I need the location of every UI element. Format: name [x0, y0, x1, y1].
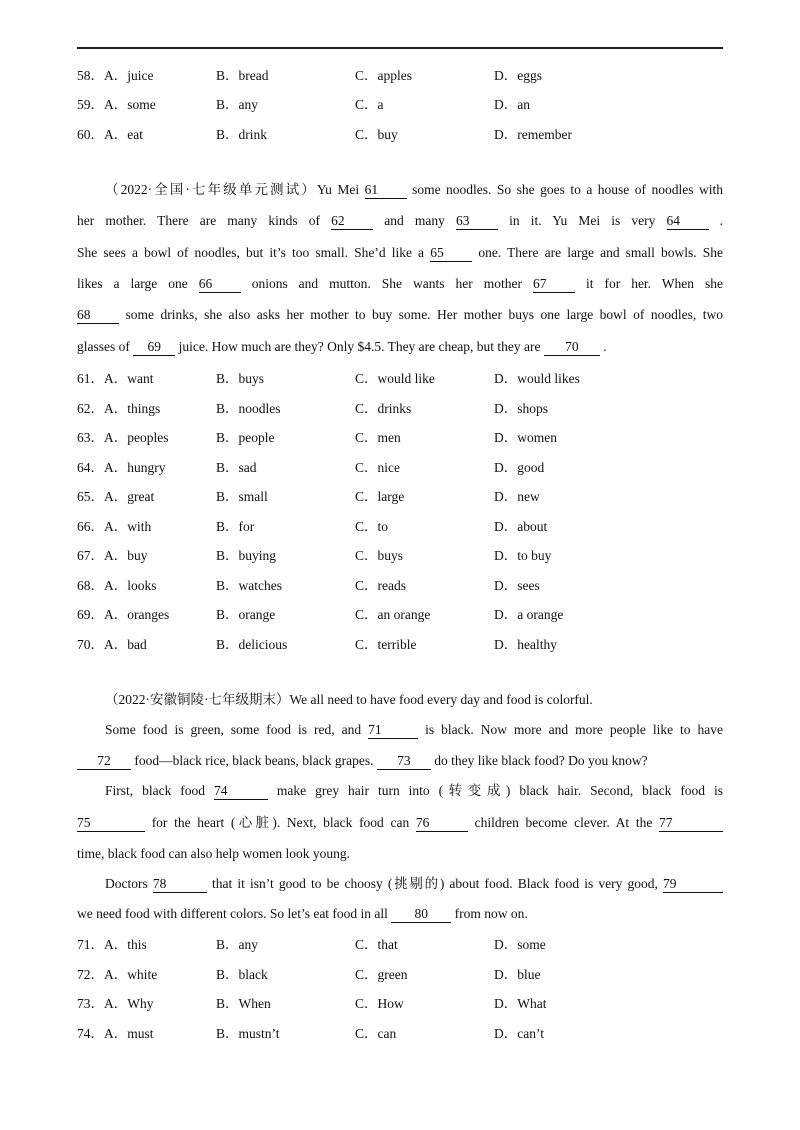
- option-d: D．to buy: [494, 548, 552, 563]
- blank-64: 64: [667, 213, 709, 230]
- question-option-a: [77, 1022, 154, 1042]
- question-number: 69．: [77, 607, 104, 622]
- option-d: D．an: [494, 97, 530, 112]
- question-option-a: [77, 456, 166, 476]
- option-c: C．How: [355, 996, 404, 1011]
- option-c: C．a: [355, 97, 384, 112]
- blank-66: 66: [199, 276, 241, 293]
- question-number: 70．: [77, 636, 104, 652]
- option-b: B．mustn’t: [216, 1025, 280, 1041]
- passage-text: likes a large one: [77, 276, 188, 291]
- blank-72: 72: [77, 753, 131, 770]
- blank-65: 65: [430, 245, 472, 262]
- question-number: 59．: [77, 97, 104, 112]
- option-a: A．with: [104, 518, 152, 534]
- passage-line: [77, 751, 723, 771]
- passage-text: her mother. There are many kinds of: [77, 213, 321, 228]
- option-c: C．reads: [355, 577, 406, 593]
- passage-text: one. There are large and small bowls. She: [478, 245, 724, 260]
- passage-text: .: [719, 213, 724, 228]
- option-a: A．hungry: [104, 459, 166, 475]
- passage-line: [77, 337, 723, 357]
- question-number: 65．: [77, 489, 104, 504]
- question-number: 74．: [77, 1025, 104, 1041]
- option-b: B．people: [216, 430, 275, 445]
- blank-69: 69: [133, 339, 175, 356]
- passage-text: time, black food can also help women look young.: [77, 846, 350, 861]
- question-row: [77, 963, 727, 983]
- passage-text: children become clever. At the: [474, 815, 653, 830]
- passage-text: in it. Yu Mei is very: [509, 213, 656, 228]
- source-tag: （2022·全国·七年级单元测试）: [105, 182, 317, 197]
- passage-text: We all need to have food every day and food is colorful.: [289, 692, 593, 707]
- passage-text: .: [603, 339, 607, 354]
- question-option-a: [77, 485, 154, 505]
- option-c: C．drinks: [355, 400, 412, 416]
- question-row: [77, 515, 727, 535]
- question-number: 61．: [77, 371, 104, 386]
- option-c: C．would like: [355, 371, 435, 386]
- option-d: D．blue: [494, 966, 541, 982]
- question-row: [77, 574, 727, 594]
- option-a: A．bad: [104, 636, 147, 652]
- passage-text: make grey hair turn into (转变成) black hair. Second, black food is: [276, 783, 724, 798]
- option-c: C．men: [355, 430, 401, 445]
- option-d: D．new: [494, 489, 540, 504]
- passage-line: [77, 243, 723, 263]
- question-option-a: [77, 515, 151, 535]
- option-c: C．buys: [355, 548, 404, 563]
- option-d: D．can’t: [494, 1025, 544, 1041]
- passage-text: do they like black food? Do you know?: [434, 753, 648, 768]
- option-d: D．eggs: [494, 68, 542, 83]
- passage-line: [77, 305, 723, 325]
- question-row: [77, 933, 727, 953]
- question-row: [77, 456, 727, 476]
- option-c: C．large: [355, 489, 405, 504]
- passage-text: glasses of: [77, 339, 130, 354]
- passage-text: juice. How much are they? Only $4.5. They are cheap, but they are: [178, 339, 541, 354]
- question-number: 63．: [77, 430, 104, 445]
- blank-74: 74: [214, 783, 268, 800]
- question-option-a: [77, 426, 169, 446]
- option-d: D．healthy: [494, 636, 557, 652]
- option-b: B．buys: [216, 371, 265, 386]
- blank-79: 79: [663, 876, 723, 893]
- question-option-a: [77, 544, 148, 564]
- question-option-a: [77, 603, 169, 623]
- passage-text: First, black food: [105, 783, 206, 798]
- passage-text: and many: [384, 213, 445, 228]
- option-a: A．this: [104, 937, 147, 952]
- passage-text: Doctors: [105, 876, 148, 891]
- question-number: 62．: [77, 400, 104, 416]
- passage-text: food—black rice, black beans, black grapes.: [134, 753, 374, 768]
- option-a: A．things: [104, 400, 161, 416]
- option-b: B．small: [216, 489, 268, 504]
- question-option-a: [77, 64, 154, 84]
- option-a: A．juice: [104, 68, 154, 83]
- question-number: 71．: [77, 937, 104, 952]
- passage-text: it for her. When she: [585, 276, 724, 291]
- passage-text: She sees a bowl of noodles, but it’s too small. She’d like a: [77, 245, 425, 260]
- option-a: A．some: [104, 97, 156, 112]
- option-b: B．buying: [216, 548, 277, 563]
- passage-line: [77, 874, 723, 894]
- question-row: [77, 1022, 727, 1042]
- question-option-a: [77, 367, 154, 387]
- option-a: A．peoples: [104, 430, 169, 445]
- option-c: C．green: [355, 966, 408, 982]
- question-number: 60．: [77, 127, 104, 142]
- blank-63: 63: [456, 213, 498, 230]
- option-d: D．sees: [494, 577, 540, 593]
- option-d: D．a orange: [494, 607, 564, 622]
- option-c: C．an orange: [355, 607, 431, 622]
- option-a: A．Why: [104, 996, 154, 1011]
- option-b: B．When: [216, 996, 271, 1011]
- question-row: [77, 123, 727, 143]
- passage-text: some drinks, she also asks her mother to buy some. Her mother buys one large bowl of noodles, two: [125, 307, 723, 322]
- option-b: B．for: [216, 518, 255, 534]
- option-c: C．nice: [355, 459, 400, 475]
- option-d: D．What: [494, 996, 547, 1011]
- question-number: 66．: [77, 518, 104, 534]
- question-option-a: [77, 123, 143, 143]
- passage-line: [77, 720, 723, 740]
- passage-line: [77, 274, 723, 294]
- blank-73: 73: [377, 753, 431, 770]
- question-row: [77, 992, 727, 1012]
- passage-text: onions and mutton. She wants her mother: [251, 276, 522, 291]
- blank-61: 61: [365, 182, 407, 199]
- option-d: D．good: [494, 459, 545, 475]
- question-number: 67．: [77, 548, 104, 563]
- question-option-a: [77, 397, 160, 417]
- option-b: B．any: [216, 97, 258, 112]
- passage-text: we need food with different colors. So let’s eat food in all: [77, 906, 388, 921]
- blank-62: 62: [331, 213, 373, 230]
- question-number: 72．: [77, 966, 104, 982]
- option-c: C．terrible: [355, 636, 417, 652]
- option-b: B．drink: [216, 127, 268, 142]
- passage-text: that it isn’t good to be choosy (挑剔的) about food. Black food is very good,: [212, 876, 658, 891]
- question-row: [77, 603, 727, 623]
- passage-line: [77, 844, 723, 864]
- blank-67: 67: [533, 276, 575, 293]
- passage-line: [77, 211, 723, 231]
- option-b: B．orange: [216, 607, 276, 622]
- question-option-a: [77, 963, 157, 983]
- option-d: D．about: [494, 518, 548, 534]
- question-number: 58．: [77, 68, 104, 83]
- option-d: D．women: [494, 430, 557, 445]
- question-row: [77, 426, 727, 446]
- passage-text: for the heart (心脏). Next, black food can: [151, 815, 410, 830]
- blank-80: 80: [391, 906, 451, 923]
- passage-line: [77, 781, 723, 801]
- question-option-a: [77, 992, 154, 1012]
- question-row: [77, 544, 727, 564]
- option-c: C．to: [355, 518, 389, 534]
- option-b: B．watches: [216, 577, 282, 593]
- passage-text: some noodles. So she goes to a house of noodles with: [412, 182, 723, 197]
- passage-line: [77, 180, 723, 200]
- option-b: B．delicious: [216, 636, 288, 652]
- question-option-a: [77, 574, 157, 594]
- option-b: B．sad: [216, 459, 257, 475]
- passage-text: from now on.: [454, 906, 528, 921]
- option-b: B．noodles: [216, 400, 281, 416]
- passage-text: is black. Now more and more people like to have: [425, 722, 724, 737]
- option-a: A．white: [104, 966, 158, 982]
- option-c: C．apples: [355, 68, 412, 83]
- blank-77: 77: [659, 815, 723, 832]
- question-row: [77, 64, 727, 84]
- blank-78: 78: [153, 876, 207, 893]
- question-row: [77, 93, 727, 113]
- question-number: 73．: [77, 996, 104, 1011]
- question-number: 68．: [77, 577, 104, 593]
- passage-text: Yu Mei: [316, 182, 360, 197]
- option-d: D．would likes: [494, 371, 580, 386]
- question-row: [77, 397, 727, 417]
- question-option-a: [77, 633, 147, 653]
- passage-line: [77, 813, 723, 833]
- option-b: B．bread: [216, 68, 269, 83]
- source-tag: （2022·安徽铜陵·七年级期末）: [105, 692, 290, 707]
- option-c: C．buy: [355, 127, 398, 142]
- passage-line: [77, 904, 723, 924]
- blank-75: 75: [77, 815, 145, 832]
- option-a: A．great: [104, 489, 155, 504]
- blank-68: 68: [77, 307, 119, 324]
- option-a: A．eat: [104, 127, 143, 142]
- question-row: [77, 633, 727, 653]
- header-rule: [77, 47, 723, 49]
- option-a: A．must: [104, 1025, 154, 1041]
- option-d: D．shops: [494, 400, 549, 416]
- option-c: C．that: [355, 937, 398, 952]
- question-row: [77, 485, 727, 505]
- passage-line: [77, 690, 723, 710]
- question-option-a: [77, 93, 156, 113]
- option-a: A．oranges: [104, 607, 170, 622]
- blank-70: 70: [544, 339, 600, 356]
- blank-71: 71: [368, 722, 418, 739]
- option-b: B．black: [216, 966, 268, 982]
- blank-76: 76: [416, 815, 468, 832]
- question-row: [77, 367, 727, 387]
- option-d: D．remember: [494, 127, 572, 142]
- option-d: D．some: [494, 937, 546, 952]
- option-a: A．looks: [104, 577, 157, 593]
- question-number: 64．: [77, 459, 104, 475]
- option-c: C．can: [355, 1025, 397, 1041]
- option-a: A．want: [104, 371, 154, 386]
- passage-text: Some food is green, some food is red, and: [105, 722, 362, 737]
- option-a: A．buy: [104, 548, 148, 563]
- question-option-a: [77, 933, 147, 953]
- option-b: B．any: [216, 937, 258, 952]
